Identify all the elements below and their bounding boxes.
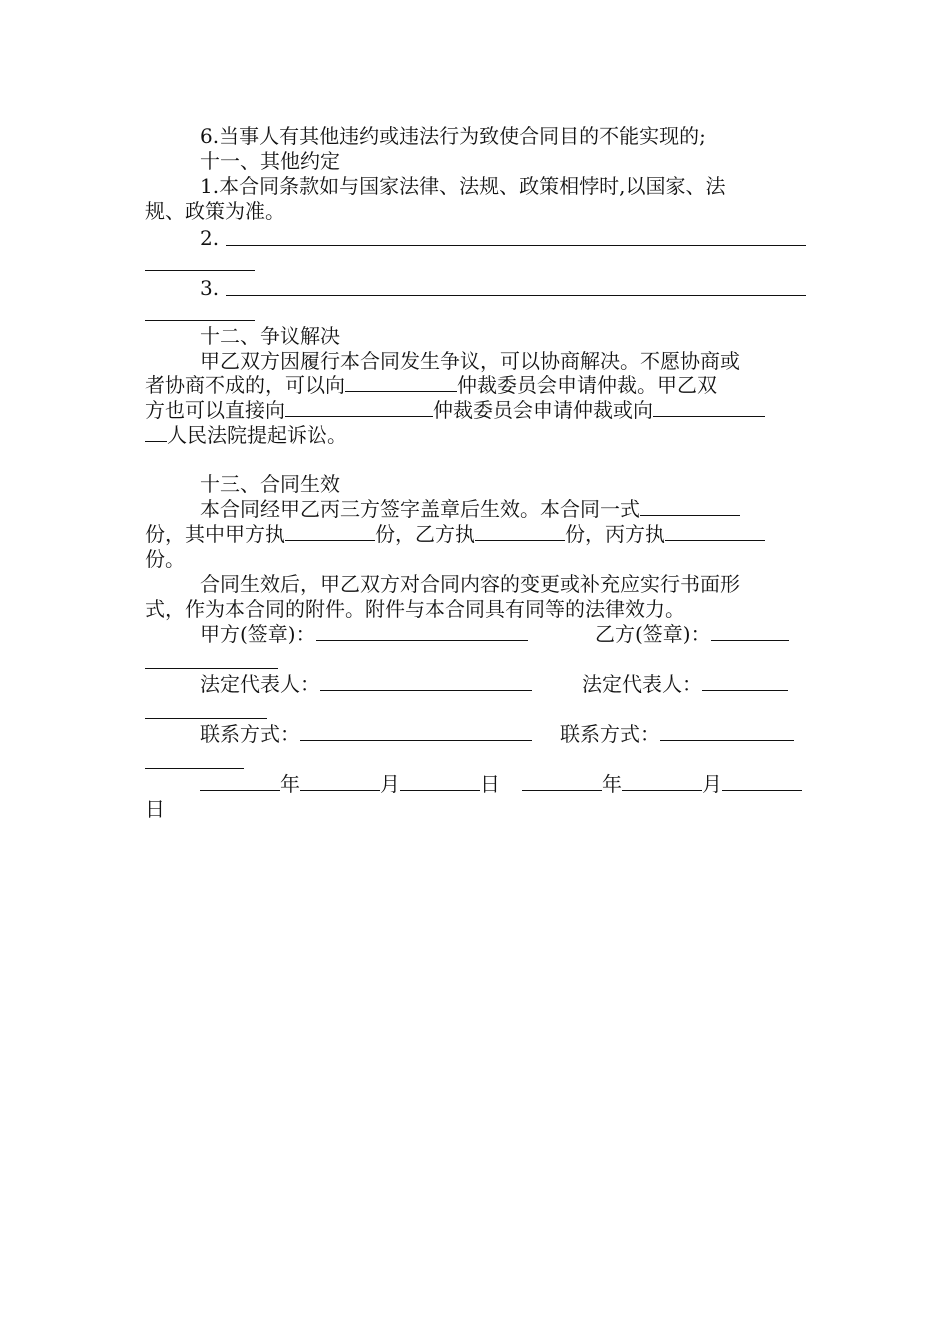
- section-13-para2-line1: 合同生效后，甲乙双方对合同内容的变更或补充应实行书面形: [200, 572, 740, 596]
- date-row-b: [522, 772, 802, 797]
- court-blank-b[interactable]: [145, 423, 167, 442]
- contact-a-field[interactable]: [300, 722, 532, 741]
- date-a-day-field[interactable]: [400, 772, 480, 791]
- section-12-para-line4: [145, 423, 347, 448]
- section-12-title: 十二、争议解决: [200, 324, 340, 348]
- party-b-signature-label: 乙方(签章)：: [595, 622, 711, 646]
- date-a-year-field[interactable]: [200, 772, 280, 791]
- fill-blank-2b[interactable]: [145, 270, 255, 271]
- date-b-day-label: 日: [145, 797, 165, 821]
- contact-a-row: [200, 722, 532, 747]
- arbitration-commission-blank-2[interactable]: [285, 398, 433, 417]
- section-13-para-line1: [200, 497, 740, 522]
- text-fragment: 仲裁委员会申请仲裁或向: [433, 398, 653, 422]
- copies-party-b-blank[interactable]: [475, 522, 565, 541]
- party-a-signature-label: 甲方(签章)：: [200, 622, 316, 646]
- party-b-signature-field-cont[interactable]: [145, 668, 278, 669]
- copies-total-blank[interactable]: [640, 497, 740, 516]
- date-b-month-label: 月: [702, 772, 722, 796]
- text-fragment: 本合同经甲乙丙三方签字盖章后生效。本合同一式: [200, 497, 640, 521]
- date-a-year-label: 年: [280, 772, 300, 796]
- date-b-year-label: 年: [602, 772, 622, 796]
- text-fragment: 人民法院提起诉讼。: [167, 423, 347, 447]
- contact-b-row: [560, 722, 794, 747]
- date-b-day-field[interactable]: [722, 772, 802, 791]
- contact-b-field[interactable]: [660, 722, 794, 741]
- clause-11-3: [200, 276, 219, 301]
- clause-11-1-cont: 规、政策为准。: [145, 199, 285, 223]
- party-a-signature-row: [200, 622, 528, 647]
- date-a-month-field[interactable]: [300, 772, 380, 791]
- rep-a-label: 法定代表人：: [200, 672, 320, 696]
- party-b-signature-row: [595, 622, 789, 647]
- section-13-para2-line2: 式，作为本合同的附件。附件与本合同具有同等的法律效力。: [145, 597, 685, 621]
- rep-a-field[interactable]: [320, 672, 532, 691]
- text-fragment: 份，丙方执: [565, 522, 665, 546]
- rep-b-row: [582, 672, 788, 697]
- copies-party-a-blank[interactable]: [285, 522, 375, 541]
- copies-party-c-blank[interactable]: [665, 522, 765, 541]
- clause-11-1: 1.本合同条款如与国家法律、法规、政策相悖时,以国家、法: [200, 174, 726, 198]
- contact-a-label: 联系方式：: [200, 722, 300, 746]
- section-12-para-line1: 甲乙双方因履行本合同发生争议，可以协商解决。不愿协商或: [200, 349, 740, 373]
- text-fragment: 方也可以直接向: [145, 398, 285, 422]
- section-13-title: 十三、合同生效: [200, 472, 340, 496]
- rep-b-field-cont[interactable]: [145, 718, 267, 719]
- clause-11-3-label: 3.: [200, 276, 220, 300]
- clause-11-2-label: 2.: [200, 226, 220, 250]
- text-fragment: 仲裁委员会申请仲裁。甲乙双: [457, 373, 717, 397]
- date-row-a: [200, 772, 500, 797]
- fill-blank-3a[interactable]: [226, 295, 806, 296]
- text-fragment: 者协商不成的，可以向: [145, 373, 345, 397]
- fill-blank-2a[interactable]: [226, 245, 806, 246]
- date-a-day-label: 日: [480, 772, 500, 796]
- clause-11-2: [200, 226, 219, 251]
- section-11-title: 十一、其他约定: [200, 149, 340, 173]
- text-fragment: 份，乙方执: [375, 522, 475, 546]
- date-b-year-field[interactable]: [522, 772, 602, 791]
- clause-6: 6.当事人有其他违约或违法行为致使合同目的不能实现的;: [200, 124, 706, 148]
- date-a-month-label: 月: [380, 772, 400, 796]
- contact-b-field-cont[interactable]: [145, 768, 244, 769]
- rep-b-label: 法定代表人：: [582, 672, 702, 696]
- rep-b-field[interactable]: [702, 672, 788, 691]
- arbitration-commission-blank-1[interactable]: [345, 373, 457, 392]
- text-fragment: 份，其中甲方执: [145, 522, 285, 546]
- section-12-para-line2: [145, 373, 717, 398]
- rep-a-row: [200, 672, 532, 697]
- date-b-month-field[interactable]: [622, 772, 702, 791]
- fill-blank-3b[interactable]: [145, 320, 255, 321]
- section-12-para-line3: [145, 398, 765, 423]
- party-b-signature-field[interactable]: [711, 622, 789, 641]
- court-blank-a[interactable]: [653, 398, 765, 417]
- party-a-signature-field[interactable]: [316, 622, 528, 641]
- contact-b-label: 联系方式：: [560, 722, 660, 746]
- section-13-para-line3: 份。: [145, 547, 185, 571]
- section-13-para-line2: [145, 522, 765, 547]
